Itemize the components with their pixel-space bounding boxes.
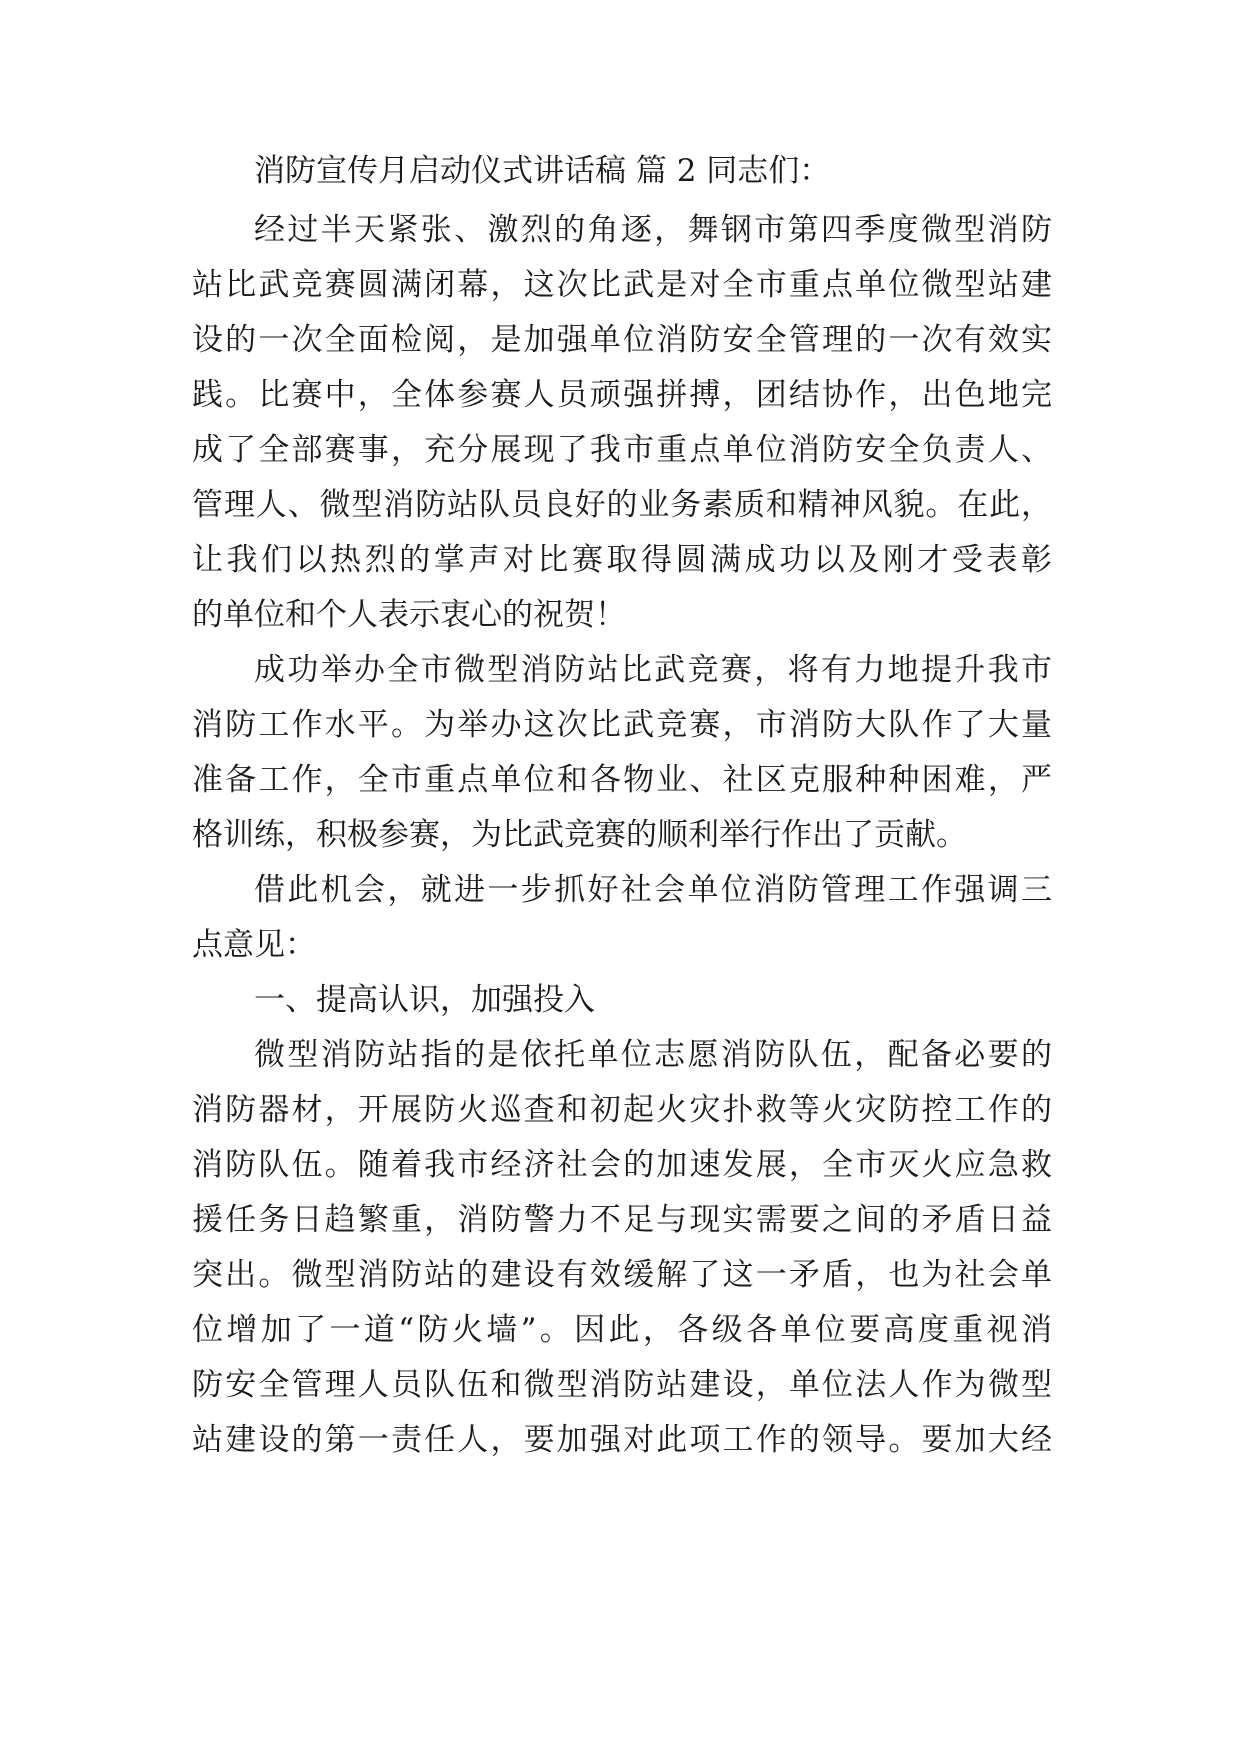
paragraph-line: 准备工作，全市重点单位和各物业、社区克服种种困难，严 — [192, 762, 1052, 798]
paragraph-line: 消防工作水平。为举办这次比武竞赛，市消防大队作了大量 — [192, 707, 1052, 743]
paragraph-line: 突出。微型消防站的建设有效缓解了这一矛盾，也为社会单 — [192, 1257, 1052, 1293]
paragraph-line: 援任务日趋繁重，消防警力不足与现实需要之间的矛盾日益 — [192, 1202, 1052, 1238]
paragraph-line: 经过半天紧张、激烈的角逐，舞钢市第四季度微型消防 — [254, 212, 1052, 248]
paragraph-line: 让我们以热烈的掌声对比赛取得圆满成功以及刚才受表彰 — [192, 542, 1052, 578]
paragraph-line: 消防队伍。随着我市经济社会的加速发展，全市灭火应急救 — [192, 1147, 1052, 1183]
paragraph-line: 站比武竞赛圆满闭幕，这次比武是对全市重点单位微型站建 — [192, 267, 1052, 303]
paragraph-line: 设的一次全面检阅，是加强单位消防安全管理的一次有效实 — [192, 322, 1052, 358]
paragraph-line: 点意见： — [192, 927, 316, 963]
paragraph-line: 成功举办全市微型消防站比武竞赛，将有力地提升我市 — [254, 652, 1052, 688]
paragraph-line: 消防器材，开展防火巡查和初起火灾扑救等火灾防控工作的 — [192, 1092, 1052, 1128]
paragraph-line: 位增加了一道“防火墙”。因此，各级各单位要高度重视消 — [192, 1312, 1052, 1348]
paragraph-line: 防安全管理人员队伍和微型消防站建设，单位法人作为微型 — [192, 1367, 1052, 1403]
document-title-line: 消防宣传月启动仪式讲话稿 篇 2 同志们： — [254, 153, 831, 189]
paragraph-line: 管理人、微型消防站队员良好的业务素质和精神风貌。在此， — [192, 487, 1052, 523]
paragraph-line: 站建设的第一责任人，要加强对此项工作的领导。要加大经 — [192, 1422, 1052, 1458]
paragraph-line: 的单位和个人表示衷心的祝贺！ — [192, 597, 626, 633]
paragraph-line: 成了全部赛事，充分展现了我市重点单位消防安全负责人、 — [192, 432, 1052, 468]
paragraph-line: 格训练，积极参赛，为比武竞赛的顺利举行作出了贡献。 — [192, 817, 967, 853]
section-heading: 一、提高认识，加强投入 — [254, 982, 595, 1018]
paragraph-line: 践。比赛中，全体参赛人员顽强拼搏，团结协作，出色地完 — [192, 377, 1052, 413]
paragraph-line: 借此机会，就进一步抓好社会单位消防管理工作强调三 — [254, 872, 1052, 908]
paragraph-line: 微型消防站指的是依托单位志愿消防队伍，配备必要的 — [254, 1037, 1052, 1073]
